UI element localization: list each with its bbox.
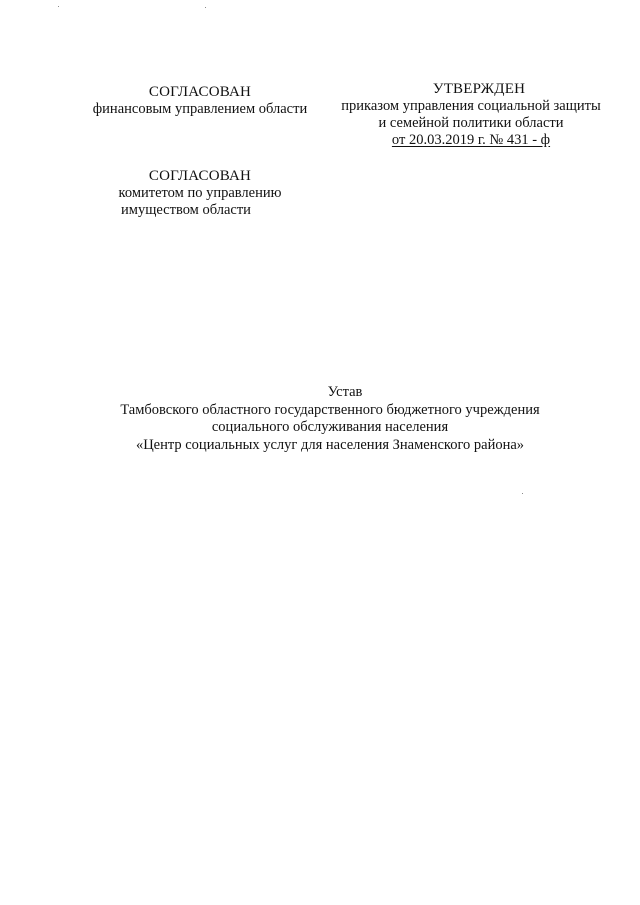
approval-property-line2: имуществом области xyxy=(121,202,251,218)
charter-line2: социального обслуживания населения xyxy=(211,419,449,435)
approval-finance-body: финансовым управлением области xyxy=(92,101,308,117)
charter-title: Устав xyxy=(327,384,363,400)
approval-property-heading: СОГЛАСОВАН xyxy=(148,168,252,184)
scan-speck xyxy=(58,6,59,7)
approval-finance-heading: СОГЛАСОВАН xyxy=(148,84,252,100)
approval-property xyxy=(95,168,305,219)
approval-approved xyxy=(330,81,612,149)
scan-speck xyxy=(205,7,206,8)
approval-approved-line2: и семейной политики области xyxy=(378,115,564,131)
approval-finance xyxy=(80,84,320,118)
charter-line1: Тамбовского областного государственного бюджетного учреждения xyxy=(120,401,540,418)
approval-approved-line1: приказом управления социальной защиты xyxy=(341,98,601,114)
scan-speck xyxy=(522,493,523,494)
charter-line3: «Центр социальных услуг для населения Знаменского района» xyxy=(135,436,525,453)
approval-order-reference: от 20.03.2019 г. № 431 - ф xyxy=(391,132,551,148)
charter-title-block xyxy=(80,384,580,454)
approval-property-line1: комитетом по управлению xyxy=(118,185,282,201)
approval-approved-heading: УТВЕРЖДЕН xyxy=(432,81,526,97)
